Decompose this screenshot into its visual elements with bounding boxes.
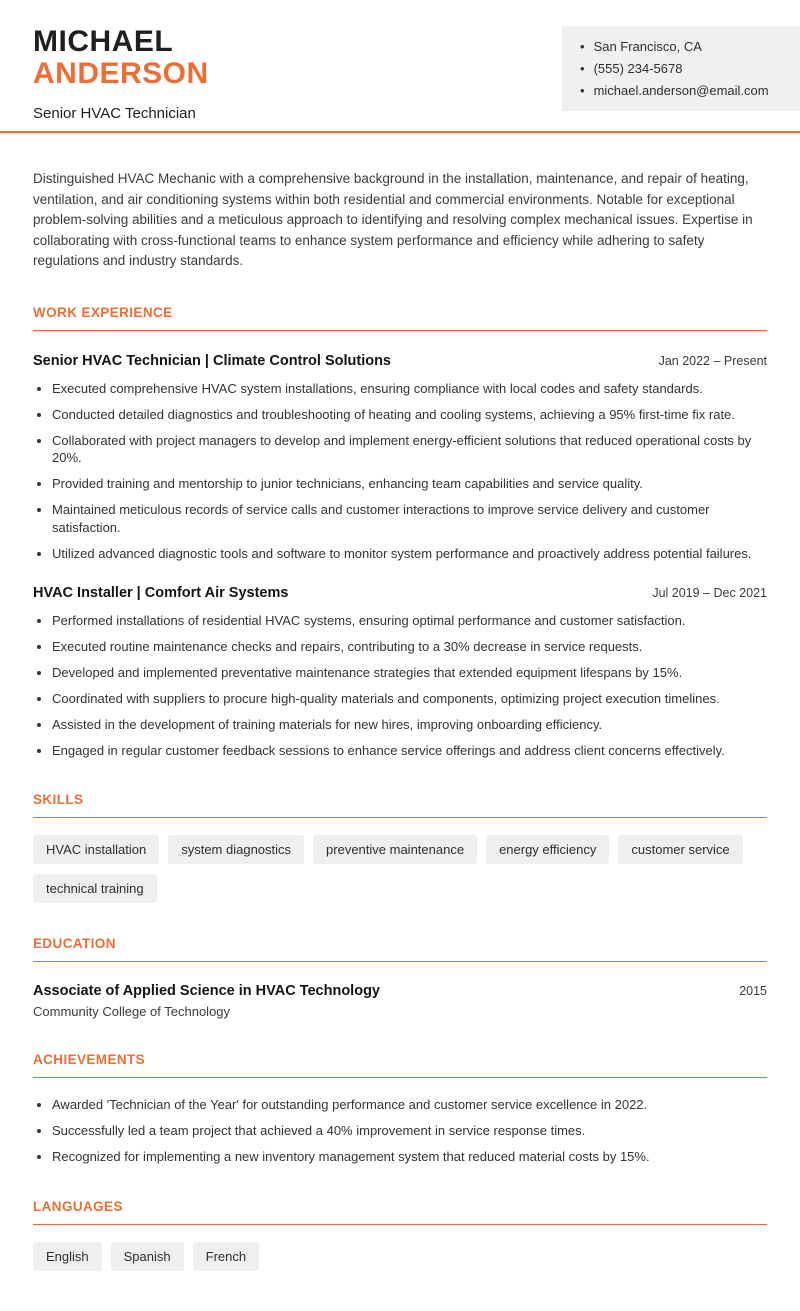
resume-body (0, 169, 800, 1311)
bullet-item: • Engaged in regular customer feedback sessions to enhance service offerings and address client concerns effectively. (52, 742, 767, 760)
skills-heading: SKILLS (33, 792, 767, 818)
contact-email: • michael.anderson@email.com (580, 83, 784, 98)
contact-card (562, 26, 800, 111)
skill-tag: customer service (618, 835, 742, 864)
job-entry-1 (33, 353, 767, 563)
bullet-item: • Assisted in the development of training materials for new hires, improving onboarding efficiency. (52, 716, 767, 734)
job-title: Senior HVAC Technician | Climate Control Solutions (33, 352, 391, 369)
bullet-item: • Coordinated with suppliers to procure high-quality materials and components, optimizing project execution timelines. (52, 690, 767, 708)
school-name: Community College of Technology (33, 1004, 231, 1020)
job-entry-2 (33, 585, 767, 760)
job-dates: Jan 2022 – Present (658, 353, 767, 368)
skill-tag: technical training (33, 874, 157, 903)
section-work-experience (33, 305, 767, 760)
education-heading: EDUCATION (33, 936, 767, 962)
skill-tag: energy efficiency (486, 835, 609, 864)
job-header (33, 353, 767, 369)
bullet-item: • Recognized for implementing a new inventory management system that reduced material costs by 15%. (52, 1148, 767, 1166)
bullet-item: • Executed comprehensive HVAC system installations, ensuring compliance with local codes and safety standards. (52, 380, 767, 398)
first-name: MICHAEL (33, 25, 174, 58)
header-divider (0, 131, 800, 133)
language-tag: Spanish (111, 1242, 184, 1271)
languages-tag-list (33, 1242, 767, 1271)
section-languages (33, 1199, 767, 1271)
section-skills (33, 792, 767, 903)
bullet-item: • Provided training and mentorship to junior technicians, enhancing team capabilities and service quality. (52, 475, 767, 493)
job-dates: Jul 2019 – Dec 2021 (652, 585, 767, 600)
skills-tag-list (33, 835, 767, 903)
skill-tag: system diagnostics (168, 835, 304, 864)
section-achievements (33, 1052, 767, 1166)
name-block (33, 26, 209, 122)
job-bullet-list (33, 612, 767, 760)
bullet-item: • Maintained meticulous records of service calls and customer interactions to improve service delivery and customer satisfaction. (52, 501, 767, 536)
bullet-item: • Developed and implemented preventative maintenance strategies that extended equipment lifespans by 15%. (52, 664, 767, 682)
bullet-item: • Awarded 'Technician of the Year' for outstanding performance and customer service excellence in 2022. (52, 1096, 767, 1114)
achievements-bullet-list (33, 1096, 767, 1166)
achievements-heading: ACHIEVEMENTS (33, 1052, 767, 1078)
language-tag: English (33, 1242, 102, 1271)
bullet-item: • Collaborated with project managers to develop and implement energy-efficient solutions that reduced operational costs by 20%. (52, 432, 767, 467)
contact-location: • San Francisco, CA (580, 39, 784, 54)
resume-header (0, 0, 800, 122)
last-name: ANDERSON (33, 57, 209, 91)
bullet-item: • Conducted detailed diagnostics and troubleshooting of heating and cooling systems, achieving a 95% first-time fix rate. (52, 406, 767, 424)
education-entry (33, 983, 767, 1019)
graduation-year: 2015 (739, 984, 767, 999)
bullet-item: • Successfully led a team project that achieved a 40% improvement in service response times. (52, 1122, 767, 1140)
skill-tag: HVAC installation (33, 835, 159, 864)
bullet-item: • Utilized advanced diagnostic tools and software to monitor system performance and proactively address potential failures. (52, 545, 767, 563)
header-job-title: Senior HVAC Technician (33, 105, 196, 123)
job-bullet-list (33, 380, 767, 563)
degree-title: Associate of Applied Science in HVAC Technology (33, 983, 380, 1000)
skill-tag: preventive maintenance (313, 835, 477, 864)
bullet-item: • Performed installations of residential HVAC systems, ensuring optimal performance and customer satisfaction. (52, 612, 767, 630)
language-tag: French (193, 1242, 259, 1271)
summary-paragraph: Distinguished HVAC Mechanic with a comprehensive background in the installation, maintenance, and repair of heating, ventilation, and air conditioning systems within both residential and commercial environments. Notable for exceptional problem-solving abilities and a meticulous approach to identifying and resolving complex mechanical issues. Expertise in collaborating with cross-functional teams to enhance system performance and efficiency while adhering to safety regulations and industry standards. (33, 171, 753, 269)
bullet-item: • Executed routine maintenance checks and repairs, contributing to a 30% decrease in service requests. (52, 638, 767, 656)
education-header (33, 983, 767, 999)
job-title: HVAC Installer | Comfort Air Systems (33, 584, 289, 601)
section-education (33, 936, 767, 1019)
job-header (33, 585, 767, 601)
contact-phone: • (555) 234-5678 (580, 61, 784, 76)
languages-heading: LANGUAGES (33, 1199, 767, 1225)
work-experience-heading: WORK EXPERIENCE (33, 305, 767, 331)
